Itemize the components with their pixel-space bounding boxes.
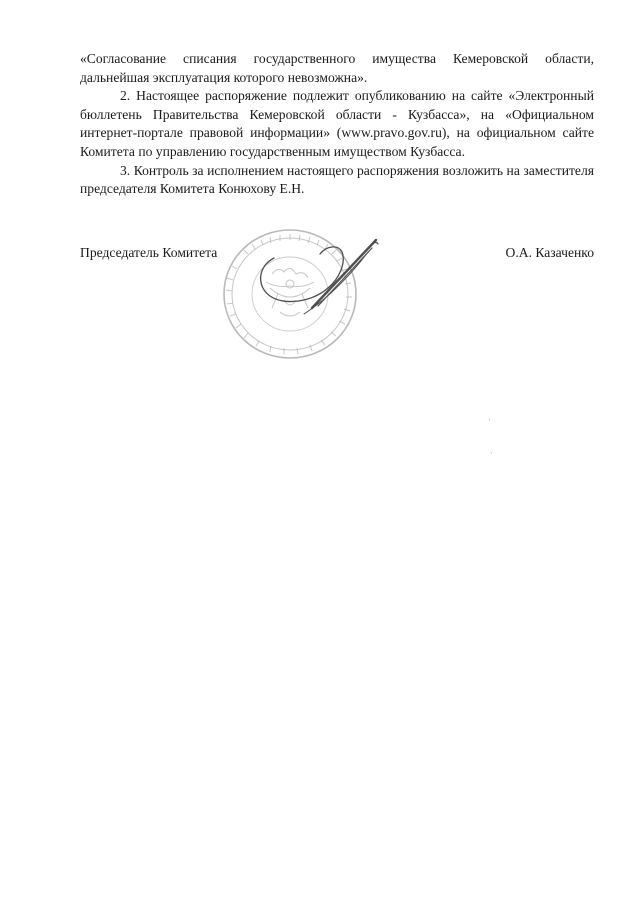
paragraph-3-control: 3. Контроль за исполнением настоящего распоряжения возложить на заместителя председателя Комитета Конюхову Е.Н. (80, 162, 594, 197)
paragraph-2-publication: 2. Настоящее распоряжение подлежит опубликованию на сайте «Электронный бюллетень Правительства Кемеровской области - Кузбасса», на «Официальном интернет-портале правовой информации» (www.pravo.gov.ru), на официальном сайте Комитета по управлению государственным имуществом Кузбасса. (80, 88, 594, 159)
official-seal-icon (200, 222, 395, 362)
seal-ring-text (226, 234, 352, 354)
scan-mark (489, 418, 490, 421)
seal-emblem (266, 268, 314, 316)
document-body (80, 50, 594, 199)
signatory-name: О.А. Казаченко (505, 245, 594, 260)
signatory-title: Председатель Комитета (80, 245, 218, 260)
handwritten-signature-icon (261, 240, 378, 314)
scan-mark (491, 452, 492, 454)
paragraph-continuation: «Согласование списания государственного имущества Кемеровской области, дальнейшая эксплуатация которого невозможна». (80, 51, 594, 85)
seal-rings (224, 230, 356, 358)
